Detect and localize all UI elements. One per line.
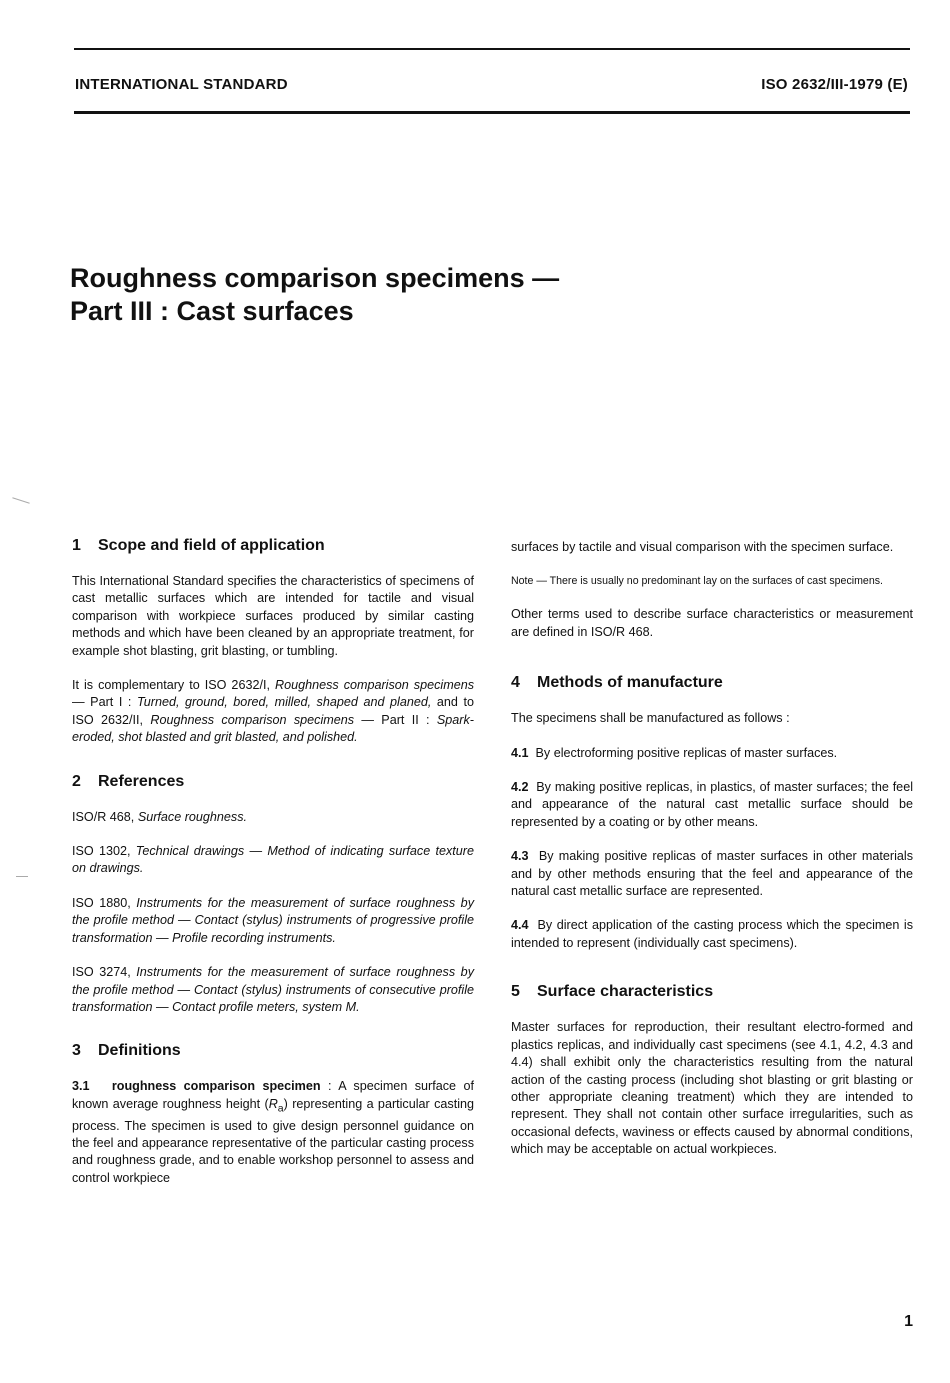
method-item: 4.4 By direct application of the casting process which the specimen is intended to represent (individually cast specimens). xyxy=(511,918,913,950)
title-line-1: Roughness comparison specimens — xyxy=(70,263,560,293)
section-4-intro: The specimens shall be manufactured as follows : xyxy=(511,711,790,726)
section-4-heading: 4 Methods of manufacture xyxy=(511,674,723,692)
section-1-paragraph-1: This International Standard specifies the characteristics of specimens of cast metallic surfaces which are intended for tactile and visual comparison with workpiece surfaces produced by similar casting methods and which have been cleaned by an appropriate treatment, for example shot blasting, grit blasting, or tumbling. xyxy=(72,574,474,658)
section-1-note: Note — There is usually no predominant lay on the surfaces of cast specimens. xyxy=(511,575,883,588)
reference-item: ISO 1880, Instruments for the measurement of surface roughness by the profile method — Contact (stylus) instruments of progressive profile transformation — Profile recording instruments. xyxy=(72,895,474,945)
section-5-heading: 5 Surface characteristics xyxy=(511,983,714,1001)
page-title xyxy=(70,262,559,328)
section-1-paragraph-3: Other terms used to describe surface characteristics or measurement are defined in ISO/R 468. xyxy=(511,607,913,639)
method-item: 4.1 By electroforming positive replicas of master surfaces. xyxy=(511,745,838,760)
reference-item: ISO 3274, Instruments for the measurement of surface roughness by the profile method — Contact (stylus) instruments of consecutive profile transformation — Contact profile meters, system M. xyxy=(72,965,474,1014)
scan-mark xyxy=(12,497,29,504)
page-number: 1 xyxy=(904,1313,913,1330)
section-1-continuation: surfaces by tactile and visual comparison with the specimen surface. xyxy=(511,540,894,554)
scan-mark xyxy=(16,876,28,877)
section-2-heading: 2 References xyxy=(72,772,185,790)
left-column xyxy=(72,536,474,1204)
header-bottom-rule xyxy=(74,111,910,114)
section-1-heading: 1 Scope and field of application xyxy=(72,537,325,554)
header-standard-label: INTERNATIONAL STANDARD xyxy=(75,76,288,93)
section-5-paragraph: Master surfaces for reproduction, their resultant electro-formed and plastics replicas, and individually cast specimens (see 4.1, 4.2, 4.3 and 4.4) shall exhibit only the characteristics resulting from the natural action of the casting process (including shot blasting or grit blasting or other appropriate cleaning treatment) which they are intended to represent. They shall not contain other surface irregularities, such as occasional defects, waviness or effects caused by abnormal conditions, which may be acceptable on actual workpieces. xyxy=(511,1020,913,1157)
section-1-paragraph-2: It is complementary to ISO 2632/I, Roughness comparison specimens — Part I : Turned, ground, bored, milled, shaped and planed, and to ISO 2632/II, Roughness comparison specimens — Part II : Spark-eroded, shot blasted and grit blasted, and polished. xyxy=(72,678,475,745)
reference-item: ISO 1302, Technical drawings — Method of indicating surface texture on drawings. xyxy=(72,844,474,876)
title-line-2: Part III : Cast surfaces xyxy=(70,296,354,326)
method-item: 4.2 By making positive replicas, in plastics, of master surfaces; the feel and appearance of the natural cast metallic surface should be represented by a coating or by other means. xyxy=(511,780,913,829)
header-document-code: ISO 2632/III-1979 (E) xyxy=(761,76,908,93)
section-3-heading: 3 Definitions xyxy=(72,1042,181,1060)
method-item: 4.3 By making positive replicas of master surfaces in other materials and by other methods ensuring that the feel and appearance of the natural cast metallic surface are represented. xyxy=(511,849,913,899)
header-top-rule xyxy=(74,48,910,50)
definition-3-1: 3.1 roughness comparison specimen : A specimen surface of known average roughness height $(R_a)$ representing a particular casting process. The specimen is used to give design personnel guidance on the feel and appearance representative of the particular casting process and roughness grade, and to enable workshop personnel to assess and control workpiece xyxy=(72,1079,475,1185)
definition-term: roughness comparison specimen xyxy=(111,1079,321,1094)
reference-item: ISO/R 468, Surface roughness. xyxy=(72,809,248,824)
right-column xyxy=(511,539,913,1176)
